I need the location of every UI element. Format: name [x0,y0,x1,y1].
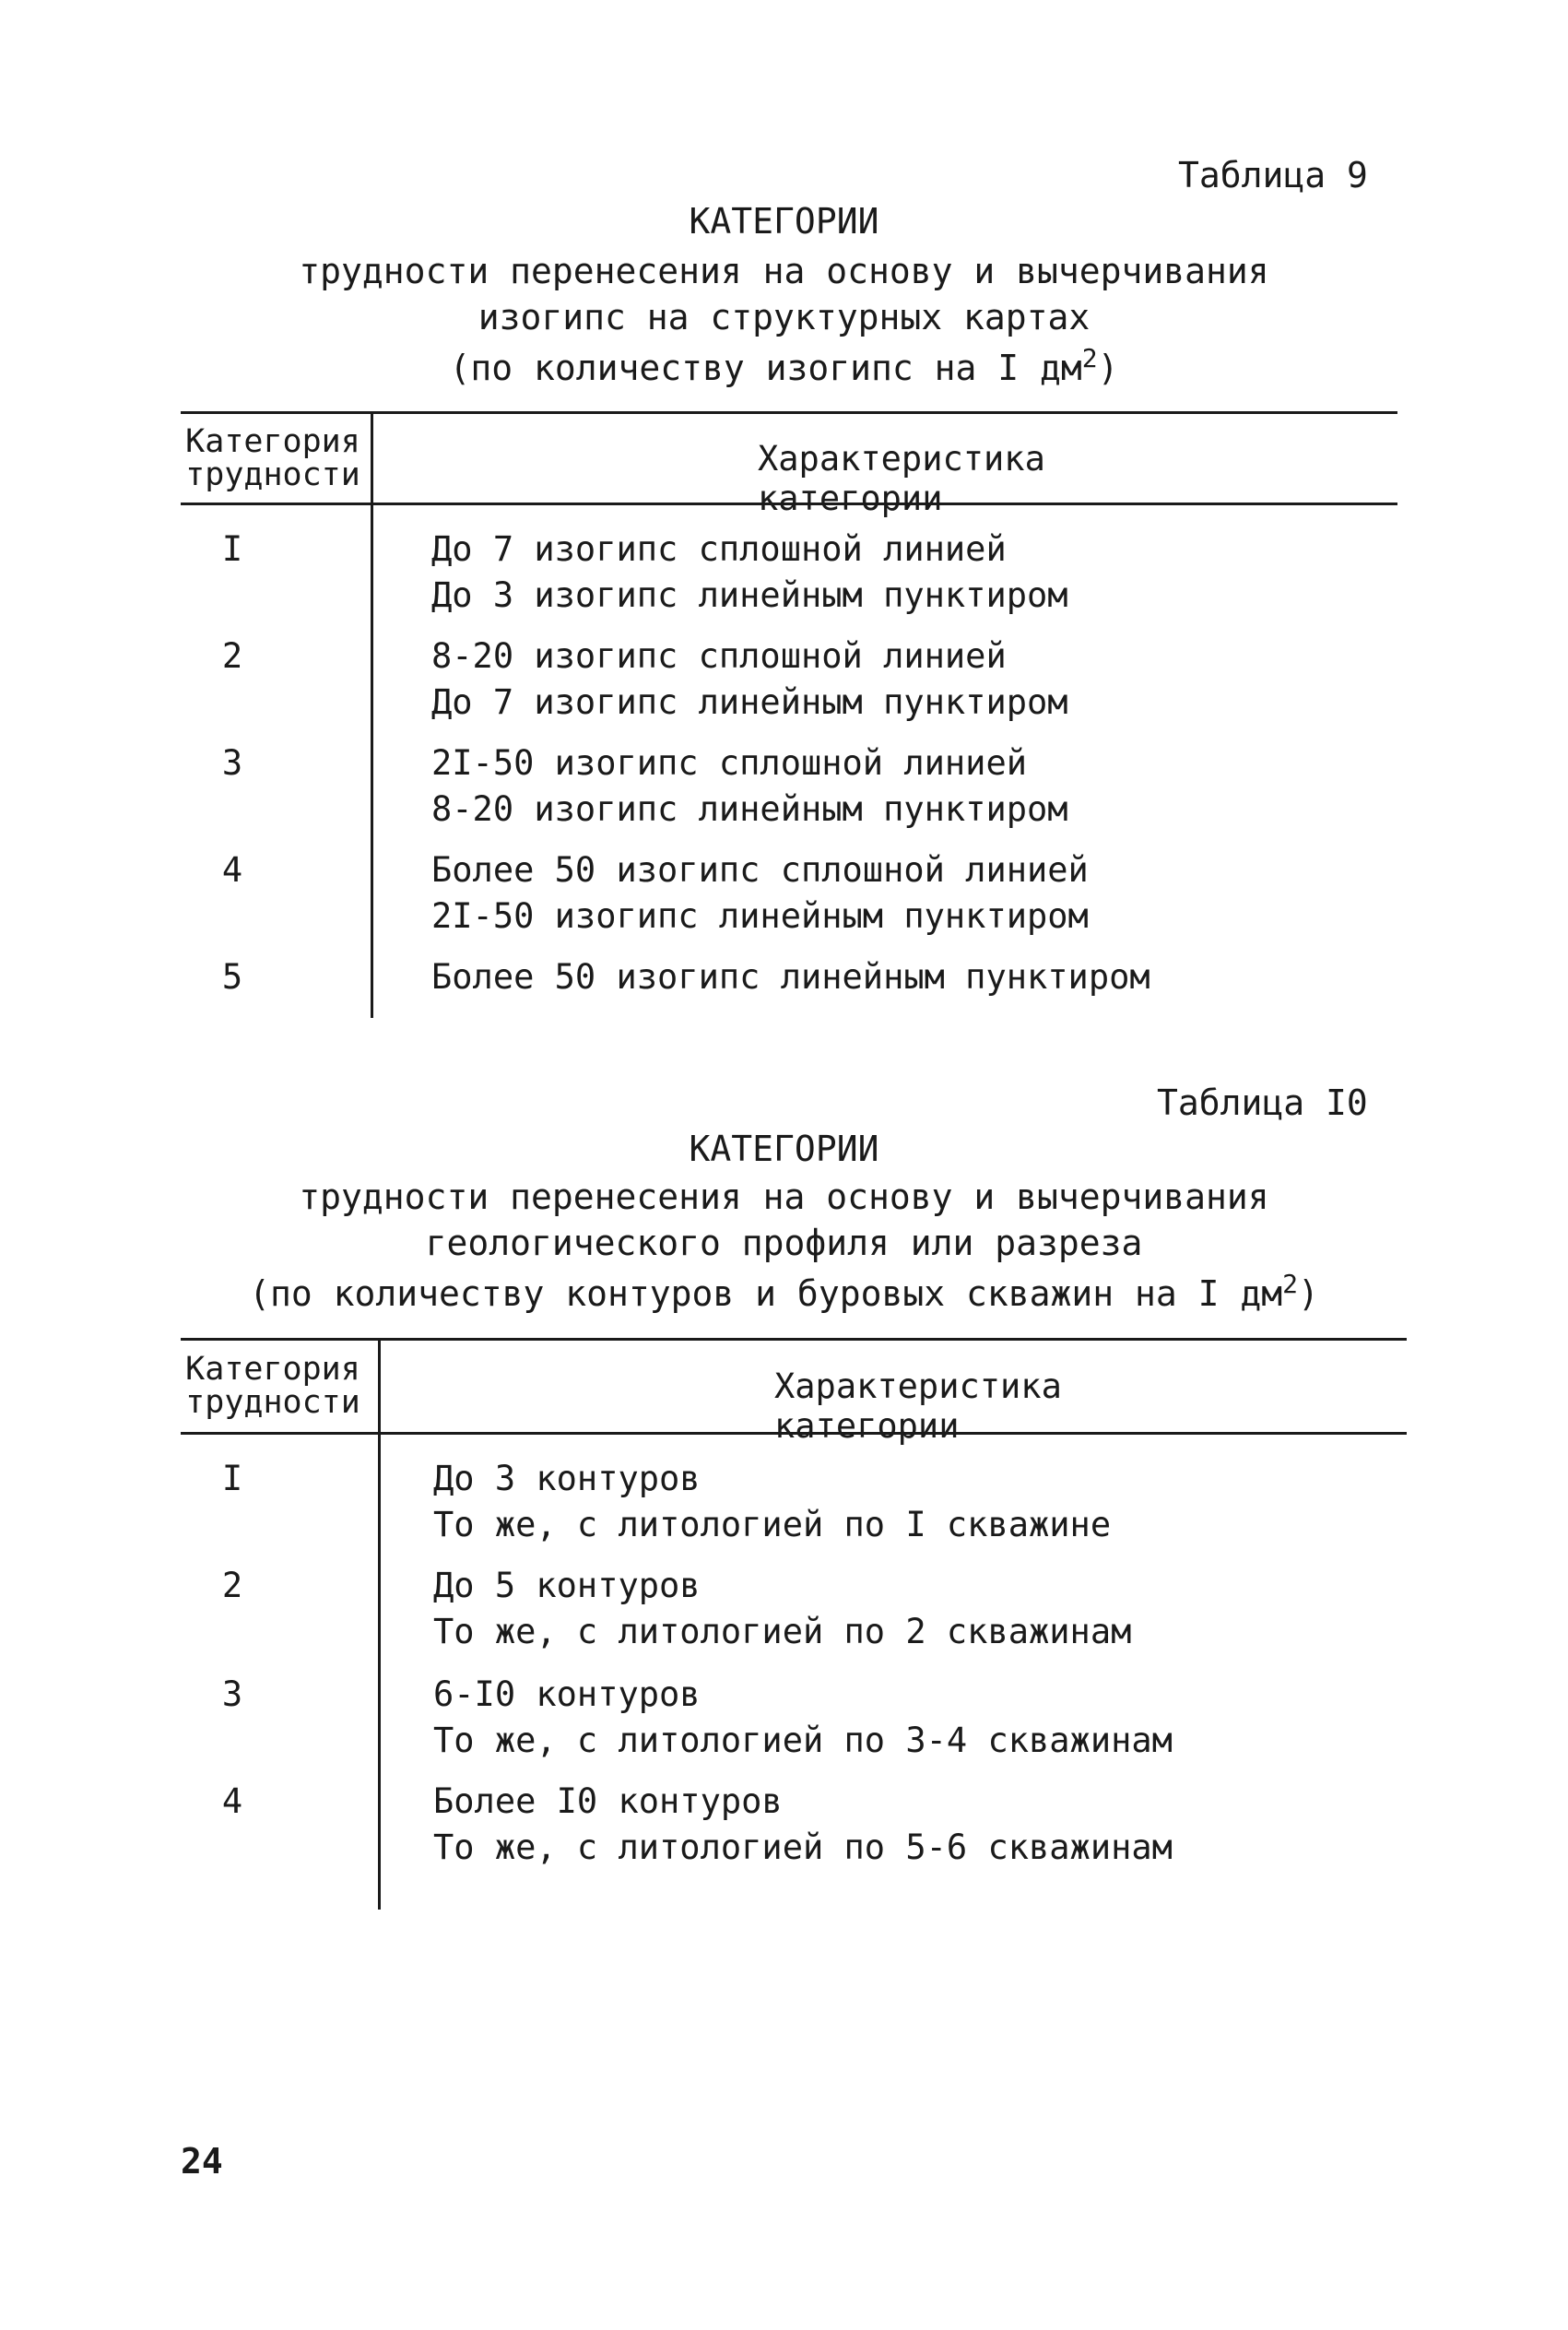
table10-subtitle-2 [0,1223,1568,1263]
table9-row-2-line-1: 8-20 изогипс сплошной линией [431,636,1007,676]
table10-row-4-line-2: То же, с литологией по 5-6 скважинам [433,1827,1173,1867]
table10-subtitle-3 [0,1269,1568,1314]
table10-subtitle-3-main: (по количеству контуров и буровых скважин на I дм [249,1272,1283,1314]
table9-row-1-line-1: До 7 изогипс сплошной линией [431,529,1007,569]
table10-subtitle-1-text: трудности перенесения на основу и вычерчивания [299,1177,1269,1217]
table10-subtitle-1 [0,1177,1568,1217]
table10-row-4-line-1: Более I0 контуров [433,1781,783,1821]
table9-row-2-num: 2 [221,636,243,676]
table9-subtitle-2 [0,297,1568,337]
table10-row-1-num: I [221,1459,243,1498]
table9-subtitle-1 [0,251,1568,291]
table9-header-characteristic: Характеристика категории [758,439,1045,518]
table9-row-4-line-2: 2I-50 изогипс линейным пунктиром [431,896,1089,936]
table9-subtitle-3-sup: 2 [1081,343,1098,373]
table9-header-category-line1: Категория [185,423,360,460]
table10-header-category-line2: трудности [185,1384,360,1421]
table9-title [0,201,1568,242]
table9-subtitle-2-text: изогипс на структурных картах [477,297,1091,337]
table9-subtitle-3-end: ) [1097,347,1119,388]
table10-subtitle-2-text: геологического профиля или разреза [425,1223,1143,1263]
table9-row-3-line-2: 8-20 изогипс линейным пунктиром [431,789,1068,829]
table10-label: Таблица I0 [1157,1082,1368,1123]
table9-subtitle-1-text: трудности перенесения на основу и вычерчивания [299,251,1269,291]
table9-label: Таблица 9 [1178,155,1368,195]
page-number: 24 [181,2141,223,2182]
table10-row-2-line-2: То же, с литологией по 2 скважинам [433,1612,1132,1651]
table10-row-1-line-1: До 3 контуров [433,1459,701,1498]
table10-row-3-line-1: 6-I0 контуров [433,1674,701,1714]
table9-subtitle-3-text [449,343,1118,388]
table9-row-2-line-2: До 7 изогипс линейным пунктиром [431,682,1068,722]
table10-header-category-line1: Категория [185,1351,360,1388]
table9-top-rule [181,411,1397,414]
table10-top-rule [181,1338,1407,1341]
table9-row-4-num: 4 [221,850,243,890]
table10-title-text: КАТЕГОРИИ [689,1129,879,1169]
table9-row-5-num: 5 [221,957,243,997]
table10-row-2-line-1: До 5 контуров [433,1566,701,1605]
table10-subtitle-3-text [249,1269,1319,1314]
table9-subtitle-3 [0,343,1568,388]
table10-header-characteristic: Характеристика категории [774,1366,1062,1446]
table10-row-3-line-2: То же, с литологией по 3-4 скважинам [433,1721,1173,1760]
table10-subtitle-3-sup: 2 [1282,1269,1298,1299]
table9-row-5-line-1: Более 50 изогипс линейным пунктиром [431,957,1150,997]
table9-subtitle-3-main: (по количеству изогипс на I дм [449,347,1082,388]
table9-row-1-line-2: До 3 изогипс линейным пунктиром [431,575,1068,615]
table9-row-3-line-1: 2I-50 изогипс сплошной линией [431,743,1028,783]
table9-header-category-line2: трудности [185,456,360,493]
table10-row-1-line-2: То же, с литологией по I скважине [433,1505,1112,1544]
table10-column-divider [378,1338,381,1910]
table9-row-3-num: 3 [221,743,243,783]
table10-title [0,1129,1568,1169]
table9-header-category [181,425,365,491]
table9-row-4-line-1: Более 50 изогипс сплошной линией [431,850,1089,890]
table10-row-2-num: 2 [221,1566,243,1605]
table10-header-category [181,1353,365,1419]
table9-row-1-num: I [221,529,243,569]
table10-row-4-num: 4 [221,1781,243,1821]
table9-title-text: КАТЕГОРИИ [689,201,879,242]
table10-subtitle-3-end: ) [1298,1272,1319,1314]
table10-row-3-num: 3 [221,1674,243,1714]
